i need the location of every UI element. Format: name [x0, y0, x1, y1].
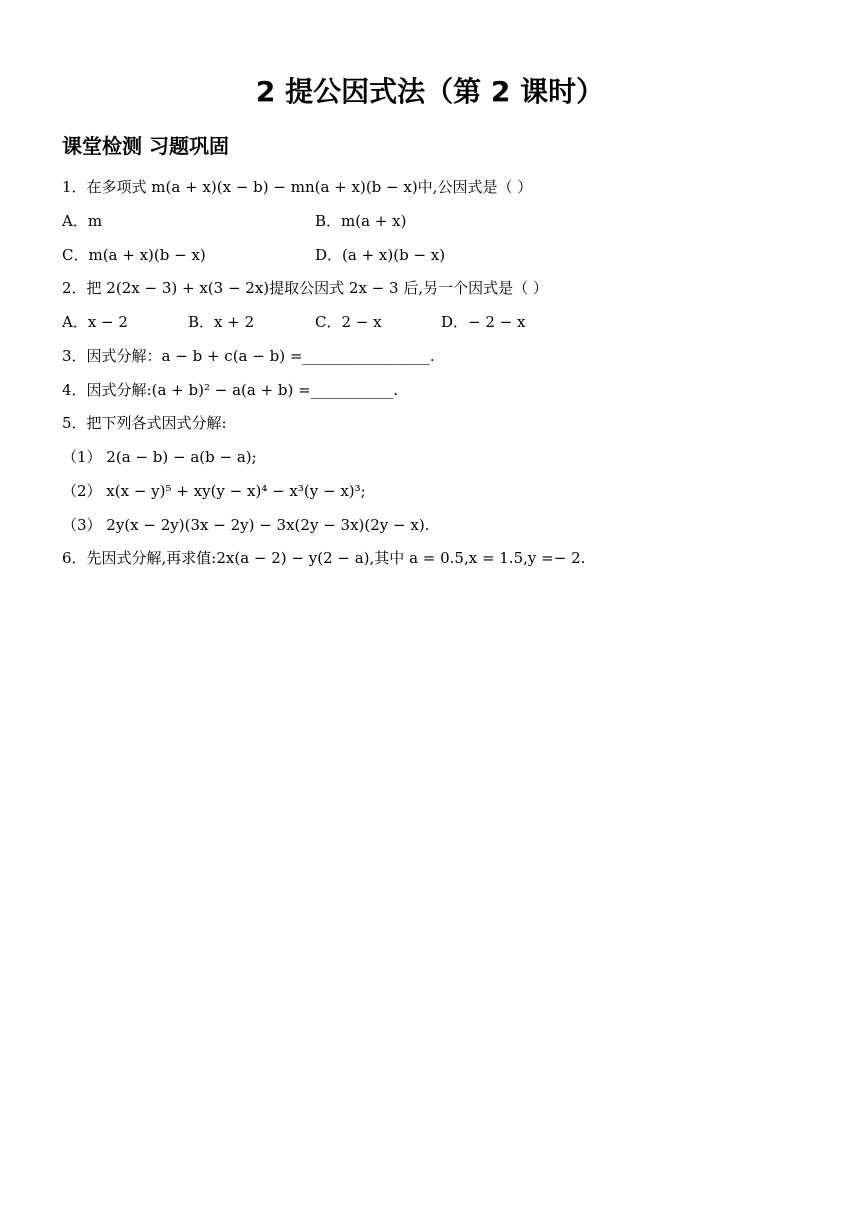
q1-option-d: D．(a + x)(b − x): [315, 246, 446, 264]
question-5-item-2: （2） x(x − y)⁵ + xy(y − x)⁴ − x³(y − x)³;: [62, 482, 366, 500]
question-5-item-3: （3） 2y(x − 2y)(3x − 2y) − 3x(2y − 3x)(2y − x).: [62, 516, 430, 534]
question-5-stem: 5．把下列各式因式分解:: [62, 414, 227, 432]
q2-option-a: A．x − 2: [62, 313, 128, 331]
q2-option-c: C．2 − x: [315, 313, 382, 331]
question-4: 4．因式分解:(a + b)² − a(a + b) =___________.: [62, 381, 398, 399]
question-6: 6．先因式分解,再求值:2x(a − 2) − y(2 − a),其中 a = 0.5,x = 1.5,y =− 2.: [62, 549, 586, 567]
q1-option-b: B．m(a + x): [315, 212, 407, 230]
q1-option-a: A．m: [62, 212, 103, 230]
question-3: 3．因式分解：a − b + c(a − b) =_________________.: [62, 347, 435, 365]
question-5-item-1: （1） 2(a − b) − a(b − a);: [62, 448, 257, 466]
q1-option-c: C．m(a + x)(b − x): [62, 246, 206, 264]
q2-option-d: D．− 2 − x: [441, 313, 526, 331]
question-2-stem: 2．把 2(2x − 3) + x(3 − 2x)提取公因式 2x − 3 后,另一个因式是（ ）: [62, 279, 548, 297]
q2-option-b: B．x + 2: [188, 313, 255, 331]
page-title: 2 提公因式法（第 2 课时）: [255, 75, 605, 108]
section-heading: 课堂检测 习题巩固: [62, 134, 229, 158]
question-1-stem: 1．在多项式 m(a + x)(x − b) − mn(a + x)(b − x)中,公因式是（ ）: [62, 178, 533, 196]
